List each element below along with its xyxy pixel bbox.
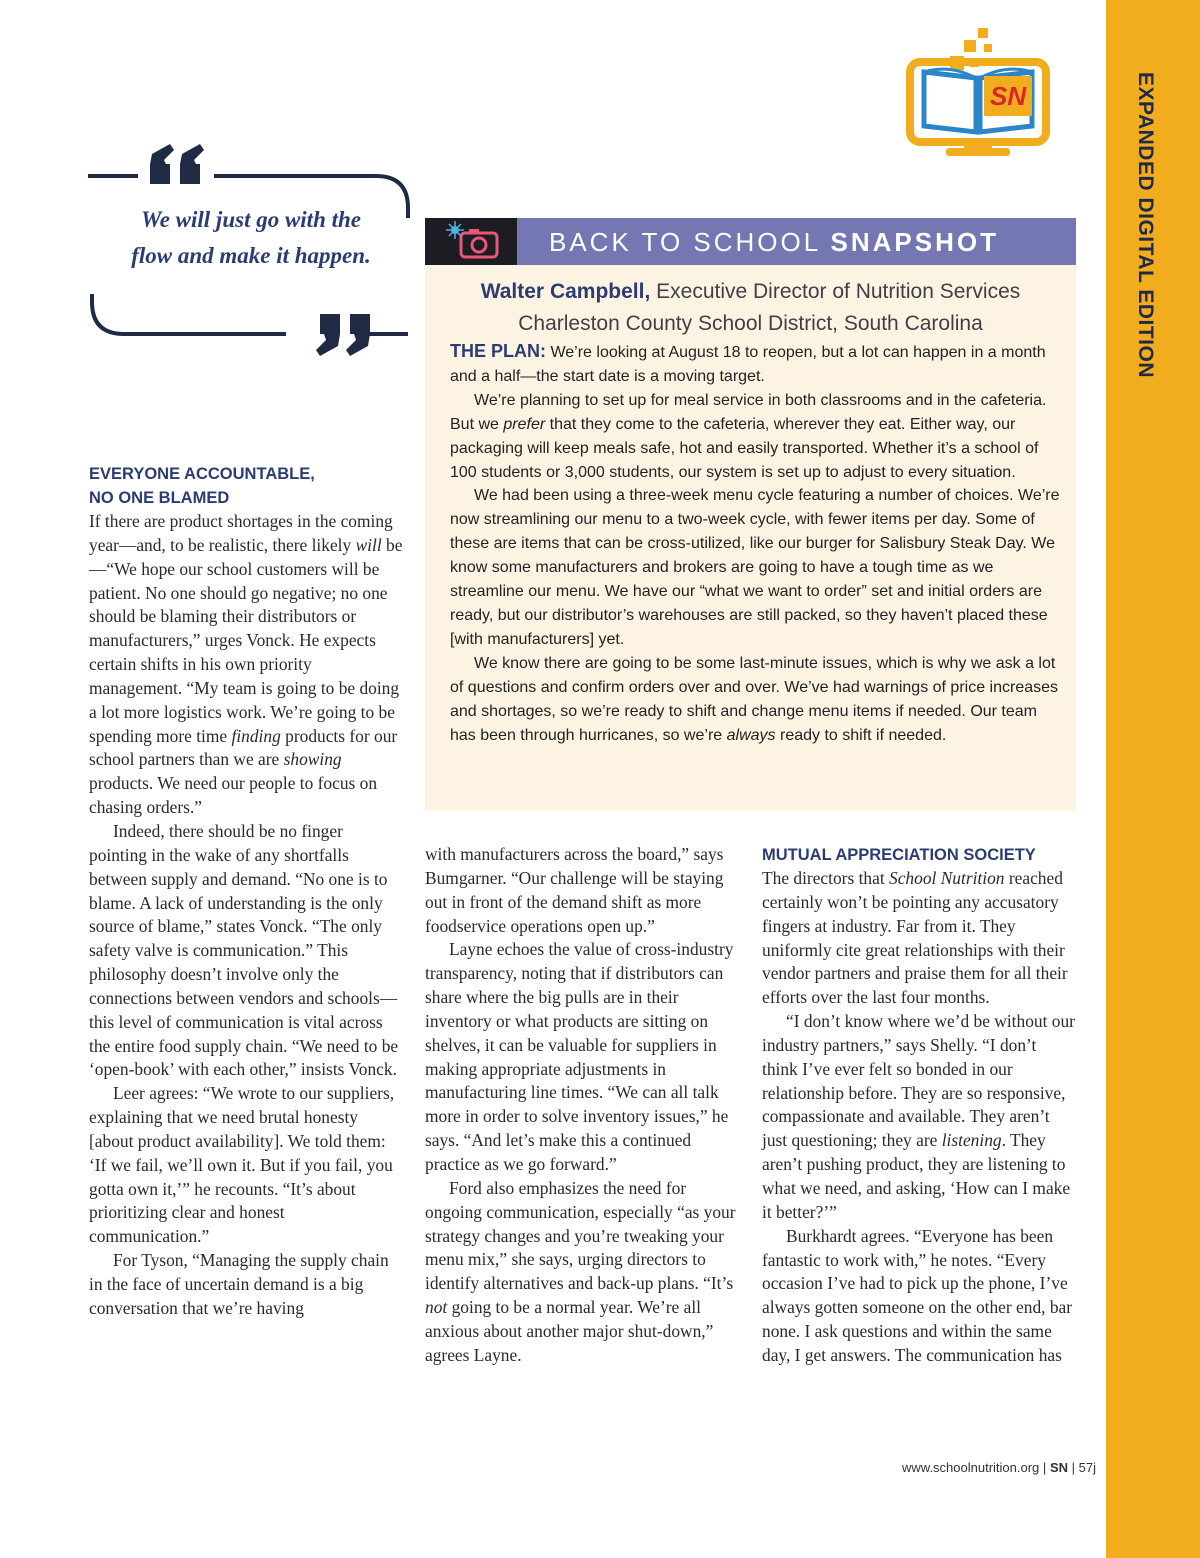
logo-text: SN xyxy=(990,81,1027,111)
camera-panel xyxy=(425,218,517,265)
page-number: 57j xyxy=(1078,1460,1096,1475)
footer-url: www.schoolnutrition.org xyxy=(902,1460,1040,1475)
article-paragraph: Indeed, there should be no finger pointing in the wake of any shortfalls between supply and demand. “No one is to blame. A lack of understanding is the only source of blame,” states Vonck. “The only safety valve is communication.” This philosophy doesn’t involve only the connections between vendors and schools—this level of communication is vital across the entire food supply chain. “We need to be ‘open-book’ with each other,” insists Vonck. xyxy=(89,820,399,1080)
page-footer xyxy=(700,1460,1096,1475)
section-heading: MUTUAL APPRECIATION SOCIETY xyxy=(762,846,1036,864)
open-quote-icon xyxy=(150,144,204,184)
district-name: Charleston County School District, South Carolina xyxy=(518,312,983,335)
article-paragraph: The directors that School Nutrition reached certainly won’t be pointing any accusatory fingers at industry. Far from it. They uniformly cite great relationships with their vendor partners and praise them for all their efforts over the last four months. xyxy=(762,868,1068,1008)
edition-label: EXPANDED DIGITAL EDITION xyxy=(1134,72,1157,379)
article-paragraph: If there are product shortages in the coming year—and, to be realistic, there likely will be—“We hope our school customers will be patient. No one should go negative; no one should be blaming their distributors or manufacturers,” urges Vonck. He expects certain shifts in his own priority management. “My team is going to be doing a lot more logistics work. We’re going to be spending more time finding products for our school partners than we are showing products. We need our people to focus on chasing orders.” xyxy=(89,511,403,818)
footer-brand: SN xyxy=(1049,1460,1068,1475)
article-paragraph: Layne echoes the value of cross-industry transparency, noting that if distributors can share where the big pulls are in their inventory or what products are sitting on shelves, it can be valuable for suppliers in making appropriate adjustments in manufacturing line times. “We can all talk more in order to solve inventory issues,” he says. “And let’s make this a continued practice as we go forward.” xyxy=(425,939,734,1174)
article-column-3 xyxy=(762,843,1076,1368)
article-paragraph: Ford also emphasizes the need for ongoing communication, especially “as your strategy changes and you’re tweaking your menu mix,” she says, urging directors to identify alternatives and back-up plans. “It’s not going to be a normal year. We’re all anxious about another major shut-down,” agrees Layne. xyxy=(425,1177,736,1365)
snapshot-title xyxy=(549,227,999,258)
pull-quote-text: We will just go with the flow and make it happen. xyxy=(131,207,371,268)
close-quote-icon xyxy=(316,314,370,356)
monitor-book-icon xyxy=(906,20,1052,160)
snapshot-title-light: BACK TO SCHOOL xyxy=(549,227,821,257)
person-role: Executive Director of Nutrition Services xyxy=(656,280,1021,303)
article-column-2 xyxy=(425,843,737,1368)
snapshot-box xyxy=(425,218,1076,811)
snapshot-paragraph: We know there are going to be some last-minute issues, which is why we ask a lot of questions and confirm orders over and over. We’ve had warnings of price increases and shortages, so we’re ready to shift and change menu items if needed. Our team has been through hurricanes, so we’re always ready to shift if needed. xyxy=(450,654,1059,744)
section-heading: EVERYONE ACCOUNTABLE, NO ONE BLAMED xyxy=(89,465,315,507)
snapshot-header xyxy=(425,218,1076,265)
snapshot-byline xyxy=(425,276,1076,340)
article-paragraph: For Tyson, “Managing the supply chain in the face of uncertain demand is a big conversation that we’re having xyxy=(89,1250,389,1318)
article-paragraph: “I don’t know where we’d be without our industry partners,” says Shelly. “I don’t think I’ve ever felt so bonded in our relationship before. They are so responsive, compassionate and available. They aren’t just questioning; they are listening. They aren’t pushing product, they are listening to what we need, and asking, ‘How can I make it better?’” xyxy=(762,1011,1075,1222)
plan-label: THE PLAN: xyxy=(450,341,546,361)
article-column-1 xyxy=(89,462,403,1321)
snapshot-title-bold: SNAPSHOT xyxy=(830,227,999,257)
article-paragraph: Burkhardt agrees. “Everyone has been fantastic to work with,” he notes. “Every occasion I’ve had to pick up the phone, I’ve always gotten someone on the other end, bar none. I ask questions and within the same day, I get answers. The communication has xyxy=(762,1225,1073,1365)
camera-icon xyxy=(425,218,517,265)
footer-separator: | xyxy=(1071,1460,1076,1475)
snapshot-paragraph: THE PLAN: We’re looking at August 18 to reopen, but a lot can happen in a month and a half—the start date is a moving target. xyxy=(450,341,1046,385)
snapshot-paragraph: We had been using a three-week menu cycle featuring a number of choices. We’re now streamlining our menu to a two-week cycle, with fewer items per day. Some of these are items that can be cross-utilized, like our burger for Salisbury Steak Day. We know some manufacturers and brokers are going to have a tough time as we streamline our menu. We have our “what we want to order” set and initial orders are ready, but our distributor’s warehouses are still packed, so they haven’t placed these [with manufacturers] yet. xyxy=(450,487,1060,648)
snapshot-body xyxy=(450,340,1060,747)
person-name: Walter Campbell, xyxy=(480,280,651,303)
pull-quote xyxy=(86,142,412,374)
article-paragraph: with manufacturers across the board,” says Bumgarner. “Our challenge will be staying out in front of the demand shift as more foodservice operations open up.” xyxy=(425,844,724,936)
sn-logo xyxy=(906,20,1052,160)
footer-separator: | xyxy=(1042,1460,1047,1475)
article-paragraph: Leer agrees: “We wrote to our suppliers, explaining that we need brutal honesty [about product availability]. We told them: ‘If we fail, we’ll own it. But if you fail, you gotta own it,’” he recounts. “It’s about prioritizing clear and honest communication.” xyxy=(89,1083,395,1247)
snapshot-paragraph: We’re planning to set up for meal service in both classrooms and in the cafeteria. But we prefer that they come to the cafeteria, wherever they eat. Either way, our packaging will keep meals safe, hot and easily transported. Whether it’s a school of 100 students or 3,000 students, our system is set up to adjust to every situation. xyxy=(450,391,1047,481)
